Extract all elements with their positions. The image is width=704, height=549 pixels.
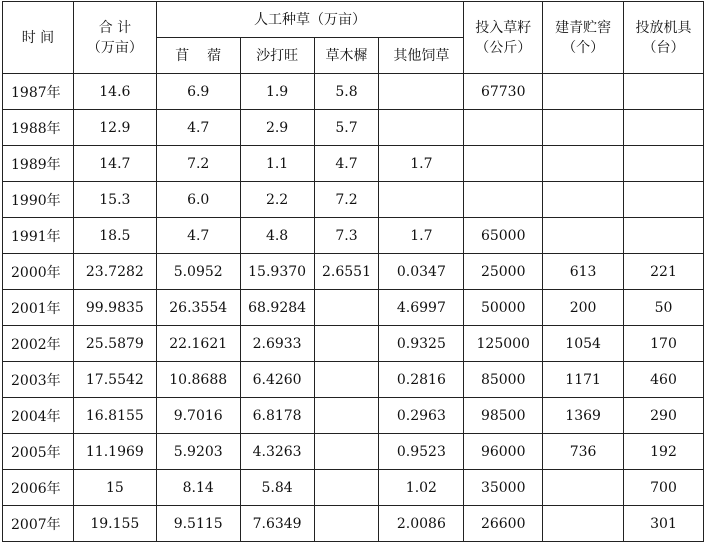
cell-other: 4.6997 [379, 290, 464, 326]
cell-alfalfa: 9.5115 [156, 506, 240, 542]
cell-machines [624, 74, 704, 110]
cell-machines: 290 [624, 398, 704, 434]
cell-shadawang: 2.2 [240, 182, 314, 218]
header-machines-unit: （台） [642, 39, 685, 56]
cell-year: 1991年 [3, 218, 74, 254]
cell-silo: 1054 [543, 326, 624, 362]
cell-silo [543, 182, 624, 218]
cell-machines: 170 [624, 326, 704, 362]
header-total-unit: （万亩） [86, 39, 143, 56]
cell-shadawang: 6.8178 [240, 398, 314, 434]
cell-shadawang: 2.9 [240, 110, 314, 146]
cell-year: 2006年 [3, 470, 74, 506]
cell-seed: 35000 [464, 470, 543, 506]
cell-total: 23.7282 [73, 254, 156, 290]
cell-seed: 26600 [464, 506, 543, 542]
cell-alfalfa: 4.7 [156, 218, 240, 254]
cell-year: 2002年 [3, 326, 74, 362]
header-alfalfa: 苜 蓿 [156, 38, 240, 74]
header-seed-label: 投入草籽 [475, 19, 532, 36]
header-silo [543, 2, 624, 74]
cell-seed: 98500 [464, 398, 543, 434]
cell-total: 18.5 [73, 218, 156, 254]
cell-silo: 736 [543, 434, 624, 470]
header-silo-unit: （个） [562, 39, 605, 56]
cell-machines: 460 [624, 362, 704, 398]
header-shadawang: 沙打旺 [240, 38, 314, 74]
header-silo-label: 建青贮窖 [555, 19, 612, 36]
cell-silo: 200 [543, 290, 624, 326]
cell-total: 11.1969 [73, 434, 156, 470]
cell-other: 0.0347 [379, 254, 464, 290]
cell-caomuqi: 4.7 [314, 146, 379, 182]
header-other-forage: 其他饲草 [379, 38, 464, 74]
cell-silo [543, 74, 624, 110]
table-row [3, 146, 704, 182]
cell-year: 1987年 [3, 74, 74, 110]
cell-year: 2001年 [3, 290, 74, 326]
cell-alfalfa: 7.2 [156, 146, 240, 182]
table-row [3, 326, 704, 362]
table-row [3, 182, 704, 218]
table-row [3, 74, 704, 110]
cell-caomuqi [314, 470, 379, 506]
cell-seed: 50000 [464, 290, 543, 326]
cell-seed [464, 146, 543, 182]
cell-shadawang: 1.1 [240, 146, 314, 182]
cell-shadawang: 4.3263 [240, 434, 314, 470]
cell-machines [624, 110, 704, 146]
cell-seed: 85000 [464, 362, 543, 398]
cell-shadawang: 7.6349 [240, 506, 314, 542]
table-row [3, 506, 704, 542]
table-row [3, 254, 704, 290]
cell-total: 14.6 [73, 74, 156, 110]
header-seed-unit: （公斤） [475, 39, 532, 56]
cell-shadawang: 4.8 [240, 218, 314, 254]
cell-other: 2.0086 [379, 506, 464, 542]
table-row [3, 218, 704, 254]
cell-caomuqi [314, 290, 379, 326]
header-planting-group: 人工种草（万亩） [156, 2, 464, 38]
table-header [3, 2, 704, 74]
cell-caomuqi: 7.2 [314, 182, 379, 218]
header-seed [464, 2, 543, 74]
cell-other: 0.2963 [379, 398, 464, 434]
cell-year: 2004年 [3, 398, 74, 434]
cell-shadawang: 68.9284 [240, 290, 314, 326]
cell-seed: 96000 [464, 434, 543, 470]
header-caomuqi: 草木樨 [314, 38, 379, 74]
cell-other: 0.9325 [379, 326, 464, 362]
cell-other [379, 74, 464, 110]
cell-shadawang: 1.9 [240, 74, 314, 110]
cell-alfalfa: 5.0952 [156, 254, 240, 290]
cell-other: 1.02 [379, 470, 464, 506]
cell-year: 1989年 [3, 146, 74, 182]
cell-year: 1990年 [3, 182, 74, 218]
cell-shadawang: 15.9370 [240, 254, 314, 290]
table-row [3, 434, 704, 470]
cell-other: 0.2816 [379, 362, 464, 398]
cell-total: 19.155 [73, 506, 156, 542]
cell-machines: 50 [624, 290, 704, 326]
cell-alfalfa: 8.14 [156, 470, 240, 506]
cell-alfalfa: 5.9203 [156, 434, 240, 470]
cell-total: 16.8155 [73, 398, 156, 434]
cell-machines: 221 [624, 254, 704, 290]
cell-other [379, 182, 464, 218]
cell-seed: 125000 [464, 326, 543, 362]
cell-caomuqi: 5.8 [314, 74, 379, 110]
cell-seed: 65000 [464, 218, 543, 254]
cell-other: 1.7 [379, 218, 464, 254]
cell-alfalfa: 22.1621 [156, 326, 240, 362]
cell-silo: 613 [543, 254, 624, 290]
cell-caomuqi [314, 326, 379, 362]
table-row [3, 398, 704, 434]
cell-caomuqi: 5.7 [314, 110, 379, 146]
cell-silo [543, 110, 624, 146]
cell-machines [624, 218, 704, 254]
cell-caomuqi [314, 434, 379, 470]
cell-seed: 25000 [464, 254, 543, 290]
cell-caomuqi: 7.3 [314, 218, 379, 254]
cell-total: 99.9835 [73, 290, 156, 326]
table-row [3, 362, 704, 398]
cell-seed [464, 182, 543, 218]
table-body [3, 74, 704, 542]
cell-caomuqi [314, 362, 379, 398]
header-machines [624, 2, 704, 74]
cell-year: 2003年 [3, 362, 74, 398]
cell-total: 15.3 [73, 182, 156, 218]
table-row [3, 110, 704, 146]
header-machines-label: 投放机具 [635, 19, 692, 36]
cell-seed: 67730 [464, 74, 543, 110]
cell-other: 0.9523 [379, 434, 464, 470]
cell-silo: 1369 [543, 398, 624, 434]
cell-other: 1.7 [379, 146, 464, 182]
cell-shadawang: 2.6933 [240, 326, 314, 362]
cell-silo: 1171 [543, 362, 624, 398]
cell-caomuqi [314, 506, 379, 542]
cell-other [379, 110, 464, 146]
table-row [3, 290, 704, 326]
cell-shadawang: 6.4260 [240, 362, 314, 398]
cell-total: 15 [73, 470, 156, 506]
cell-alfalfa: 9.7016 [156, 398, 240, 434]
cell-total: 25.5879 [73, 326, 156, 362]
cell-total: 14.7 [73, 146, 156, 182]
cell-silo [543, 146, 624, 182]
cell-total: 12.9 [73, 110, 156, 146]
cell-silo [543, 470, 624, 506]
cell-year: 2000年 [3, 254, 74, 290]
cell-machines: 301 [624, 506, 704, 542]
cell-machines [624, 182, 704, 218]
cell-seed [464, 110, 543, 146]
cell-total: 17.5542 [73, 362, 156, 398]
cell-silo [543, 506, 624, 542]
cell-year: 1988年 [3, 110, 74, 146]
cell-caomuqi: 2.6551 [314, 254, 379, 290]
cell-machines [624, 146, 704, 182]
cell-alfalfa: 26.3554 [156, 290, 240, 326]
cell-alfalfa: 10.8688 [156, 362, 240, 398]
cell-year: 2005年 [3, 434, 74, 470]
cell-year: 2007年 [3, 506, 74, 542]
forage-statistics-table [2, 1, 704, 542]
cell-silo [543, 218, 624, 254]
cell-alfalfa: 6.9 [156, 74, 240, 110]
cell-alfalfa: 4.7 [156, 110, 240, 146]
header-total-label: 合 计 [98, 19, 132, 36]
header-total [73, 2, 156, 74]
cell-machines: 192 [624, 434, 704, 470]
cell-caomuqi [314, 398, 379, 434]
cell-machines: 700 [624, 470, 704, 506]
cell-shadawang: 5.84 [240, 470, 314, 506]
header-time: 时 间 [3, 2, 74, 74]
cell-alfalfa: 6.0 [156, 182, 240, 218]
table-row [3, 470, 704, 506]
